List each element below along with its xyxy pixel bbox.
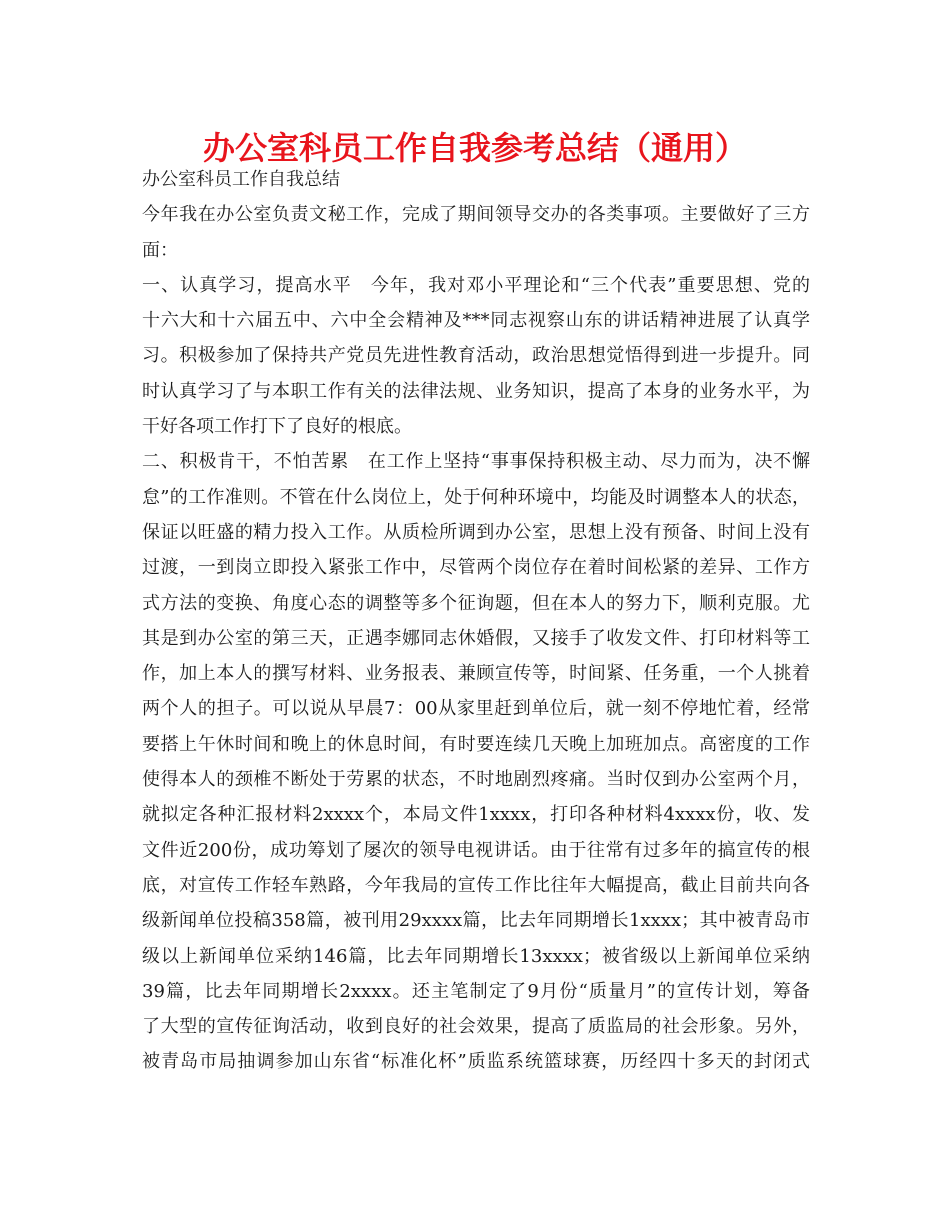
subtitle-line: 办公室科员工作自我总结 xyxy=(142,169,340,190)
paragraph-line: 底，对宣传工作轻车熟路，今年我局的宣传工作比往年大幅提高，截止目前共向各 xyxy=(142,874,810,896)
paragraph-line: 使得本人的颈椎不断处于劳累的状态，不时地剧烈疼痛。当时仅到办公室两个月， xyxy=(142,769,810,791)
paragraph-line: 文件近200份，成功筹划了屡次的领导电视讲话。由于往常有过多年的搞宣传的根 xyxy=(142,839,810,861)
paragraph-line: 39篇，比去年同期增长2xxxx。还主笔制定了9月份“质量月”的宣传计划，筹备 xyxy=(142,980,810,1002)
paragraph-line: 级新闻单位投稿358篇，被刊用29xxxx篇，比去年同期增长1xxxx；其中被青岛市 xyxy=(142,910,810,932)
paragraph-line: 习。积极参加了保持共产党员先进性教育活动，政治思想觉悟得到进一步提升。同 xyxy=(142,345,810,367)
paragraph-line: 过渡，一到岗立即投入紧张工作中，尽管两个岗位存在着时间松紧的差异、工作方 xyxy=(142,557,810,579)
paragraph-line: 两个人的担子。可以说从早晨7：00从家里赶到单位后，就一刻不停地忙着，经常 xyxy=(142,698,810,720)
paragraph-line: 作，加上本人的撰写材料、业务报表、兼顾宣传等，时间紧、任务重，一个人挑着 xyxy=(142,663,810,685)
paragraph-line: 二、积极肯干，不怕苦累 在工作上坚持“事事保持积极主动、尽力而为，决不懈 xyxy=(142,451,810,473)
paragraph-line: 级以上新闻单位采纳146篇，比去年同期增长13xxxx；被省级以上新闻单位采纳 xyxy=(142,945,810,967)
paragraph-line: 被青岛市局抽调参加山东省“标准化杯”质监系统篮球赛，历经四十多天的封闭式 xyxy=(142,1051,810,1073)
paragraph-line: 了大型的宣传征询活动，收到良好的社会效果，提高了质监局的社会形象。另外， xyxy=(142,1016,810,1038)
paragraph-line: 要搭上午休时间和晚上的休息时间，有时要连续几天晚上加班加点。高密度的工作 xyxy=(142,733,810,755)
paragraph-line: 其是到办公室的第三天，正遇李娜同志休婚假，又接手了收发文件、打印材料等工 xyxy=(142,627,810,649)
document-title: 办公室科员工作自我参考总结（通用） xyxy=(202,129,747,167)
document-body xyxy=(142,162,810,1080)
paragraph-line: 时认真学习了与本职工作有关的法律法规、业务知识，提高了本身的业务水平，为 xyxy=(142,380,810,402)
paragraph-line: 式方法的变换、角度心态的调整等多个征询题，但在本人的努力下，顺利克服。尤 xyxy=(142,592,810,614)
paragraph-line: 一、认真学习，提高水平 今年，我对邓小平理论和“三个代表”重要思想、党的 xyxy=(142,274,810,296)
paragraph-line: 干好各项工作打下了良好的根底。 xyxy=(142,416,412,438)
paragraph-line: 怠”的工作准则。不管在什么岗位上，处于何种环境中，均能及时调整本人的状态， xyxy=(142,486,810,508)
paragraph-line: 今年我在办公室负责文秘工作，完成了期间领导交办的各类事项。主要做好了三方 xyxy=(142,204,810,226)
paragraph-line: 面： xyxy=(142,239,178,261)
paragraph-line: 保证以旺盛的精力投入工作。从质检所调到办公室，思想上没有预备、时间上没有 xyxy=(142,521,810,543)
paragraph-line: 十六大和十六届五中、六中全会精神及***同志视察山东的讲话精神进展了认真学 xyxy=(142,310,810,332)
paragraph-line: 就拟定各种汇报材料2xxxx个，本局文件1xxxx，打印各种材料4xxxx份，收、发 xyxy=(142,804,810,826)
